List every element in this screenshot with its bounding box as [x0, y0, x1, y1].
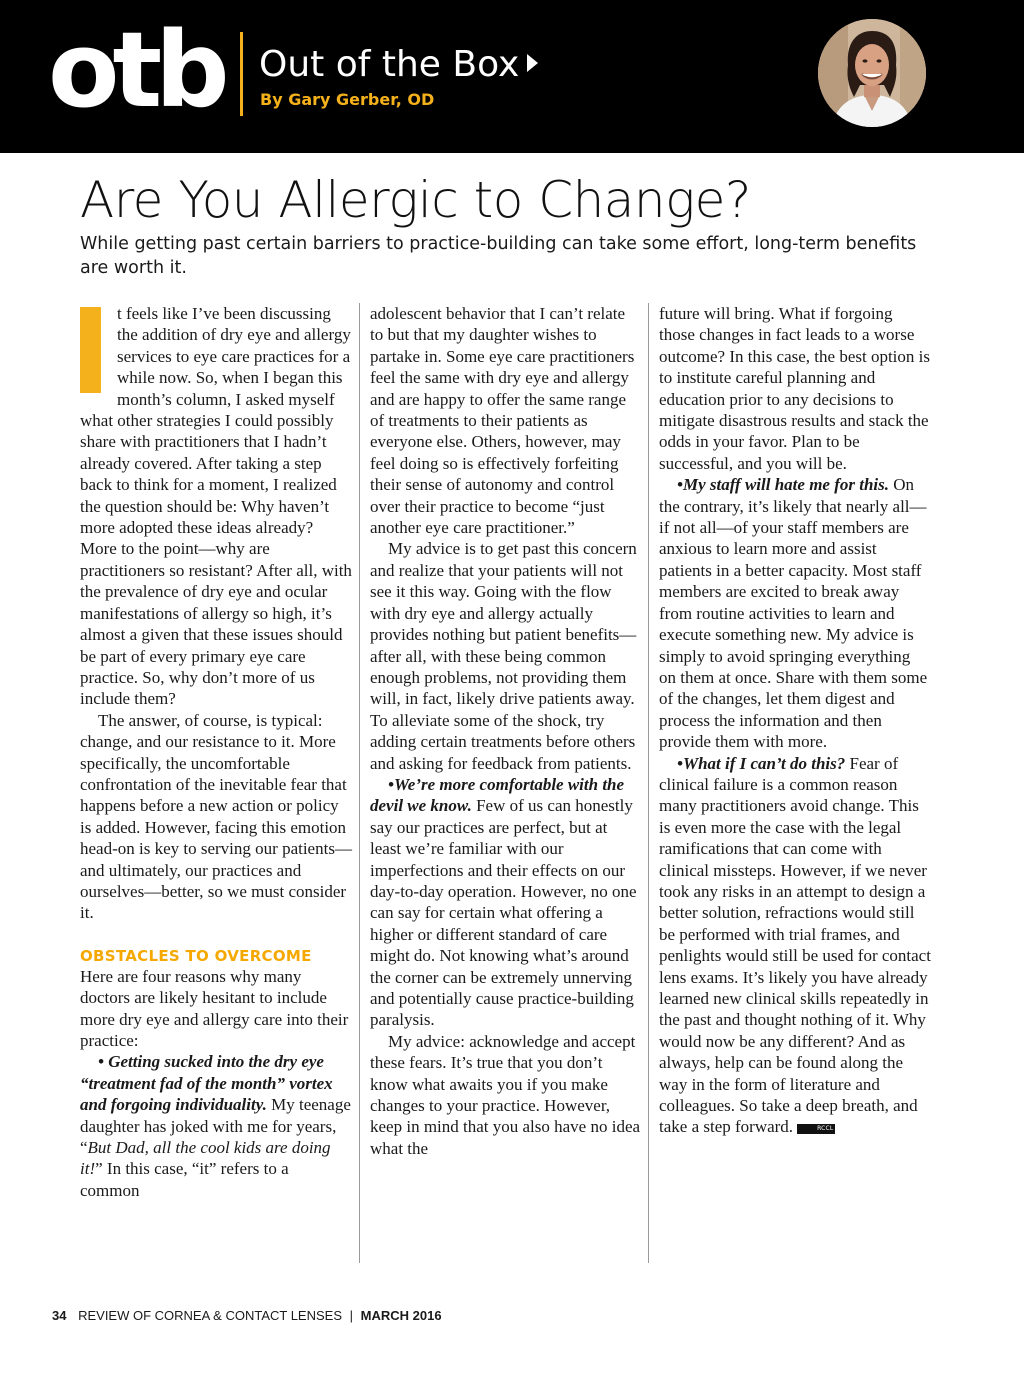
publication-name: REVIEW OF CORNEA & CONTACT LENSES [78, 1308, 342, 1323]
paragraph [80, 303, 352, 710]
bullet-text: Fear of clinical failure is a common reason many practitioners avoid change. This is even more the case with the legal ramifications that can come with clinical missteps. However, if we never took any risks in an attempt to design a better solution, refractions would still be performed with trial frames, and penlights would still be used for contact lens exams. It’s likely you have already learned new clinical skills repeatedly in the past and thought nothing of it. Why would now be any different? And as always, help can be found along the way in the form of literature and colleagues. So take a deep breath, and take a step forward. [659, 753, 931, 1137]
bullet-text: ” In this case, “it” refers to a common [80, 1159, 289, 1200]
bullet-paragraph [659, 753, 931, 1138]
bullet-paragraph [659, 474, 931, 752]
section-subhead: OBSTACLES TO OVERCOME [80, 946, 312, 965]
page-footer [52, 1308, 442, 1323]
column-title [259, 44, 538, 85]
bullet-paragraph [80, 1051, 352, 1201]
header-divider [240, 32, 243, 116]
byline: By Gary Gerber, OD [260, 90, 435, 109]
article-dek: While getting past certain barriers to practice-building can take some effort, long-term benefits are worth it. [80, 234, 917, 278]
bullet-text: On the contrary, it’s likely that nearly all—if not all—of your staff members are anxious to learn more and assist patients in a better capacity. Most staff members are excited to break away from routine activities to learn and execute something new. My advice is simply to avoid springing everything on them at once. Share with them some of the changes, let them digest and process the information and then provide them with more. [659, 475, 928, 752]
article-column-2 [370, 303, 642, 1159]
paragraph: My advice is to get past this concern and realize that your patients will not see it this way. Going with the flow with dry eye and allergy actually provides nothing but patient benefits—after all, with these being common enough problems, not providing them will, in fact, likely drive patients away. To alleviate some of the shock, try adding certain treatments before others and asking for feedback from patients. [370, 539, 637, 773]
bullet-lead: •We’re more comfortable with the devil we know. [370, 774, 625, 816]
bullet-paragraph [370, 774, 642, 1031]
bullet-text: Few of us can honestly say our practices are perfect, but at least we’re familiar with our imperfections and their effects on our day-to-day operation. However, no one can say for certain what offering a higher or different standard of care might do. Not knowing what’s around the corner can be extremely unnerving and potentially cause practice-building paralysis. [370, 796, 637, 1030]
drop-cap [80, 307, 101, 393]
bullet-lead: •What if I can’t do this? [677, 753, 846, 773]
page-number: 34 [52, 1308, 67, 1323]
paragraph: adolescent behavior that I can’t relate to but that my daughter wishes to partake in. Some eye care practitioners feel the same with dry eye and allergy and are happy to offer the same range of treatments to their patients as everyone else. Others, however, may feel doing so is effectively forfeiting their sense of autonomy and control over their practice to become “just another eye care practitioner.” [370, 304, 635, 538]
quote-text: But Dad, all the cool kids are doing it! [80, 1138, 331, 1179]
footer-separator: | [349, 1308, 354, 1323]
bullet-text: My teenage daughter has joked with me for years, “ [80, 1095, 351, 1158]
otb-logo: otb [48, 9, 223, 131]
article-headline: Are You Allergic to Change? [80, 171, 751, 229]
bullet-lead: •My staff will hate me for this. [677, 475, 890, 495]
paragraph: Here are four reasons why many doctors are likely hesitant to include more dry eye and allergy care into their practice: [80, 966, 349, 1050]
bullet-lead: • Getting sucked into the dry eye “treatment fad of the month” vortex and forgoing individuality. [80, 1052, 333, 1115]
paragraph: My advice: acknowledge and accept these fears. It’s true that you don’t know what awaits you if you make changes to your practice. However, keep in mind that you also have no idea what the [370, 1031, 641, 1158]
paragraph: The answer, of course, is typical: change, and our resistance to it. More specifically, the uncomfortable confrontation of the inevitable fear that happens before a new action or policy is added. However, facing this emotion head-on is key to serving our patients—and ultimately, our practices and ourselves—better, so we must consider it. [80, 710, 352, 923]
header-band [0, 0, 1024, 153]
play-arrow-icon [527, 54, 538, 72]
article-column-1 [80, 303, 352, 1201]
paragraph-text: t feels like I’ve been discussing the addition of dry eye and allergy services to eye care practices for a while now. So, when I began this month’s column, I asked myself what other strategies I could possibly share with practitioners that I hadn’t already covered. After taking a step back to think for a moment, I realized the question should be: Why haven’t more adopted these ideas already? More to the point—why are practitioners so resistant? After all, with the prevalence of dry eye and ocular manifestations of allergy so high, it’s almost a given that these issues should be part of every primary eye care practice. So, why don’t more of us include them? [80, 304, 352, 709]
column-divider [359, 303, 360, 1263]
paragraph: future will bring. What if forgoing those changes in fact leads to a worse outcome? In this case, the best option is to institute careful planning and education prior to any decisions to mitigate disastrous results and stack the odds in your favor. Plan to be successful, and you will be. [659, 304, 930, 473]
column-title-text: Out of the Box [259, 44, 520, 85]
article-column-3 [659, 303, 931, 1138]
issue-date: MARCH 2016 [360, 1308, 442, 1323]
end-mark-logo: RCCL [797, 1124, 835, 1134]
column-divider [648, 303, 649, 1263]
author-portrait-image [818, 19, 926, 127]
author-photo [818, 19, 926, 127]
